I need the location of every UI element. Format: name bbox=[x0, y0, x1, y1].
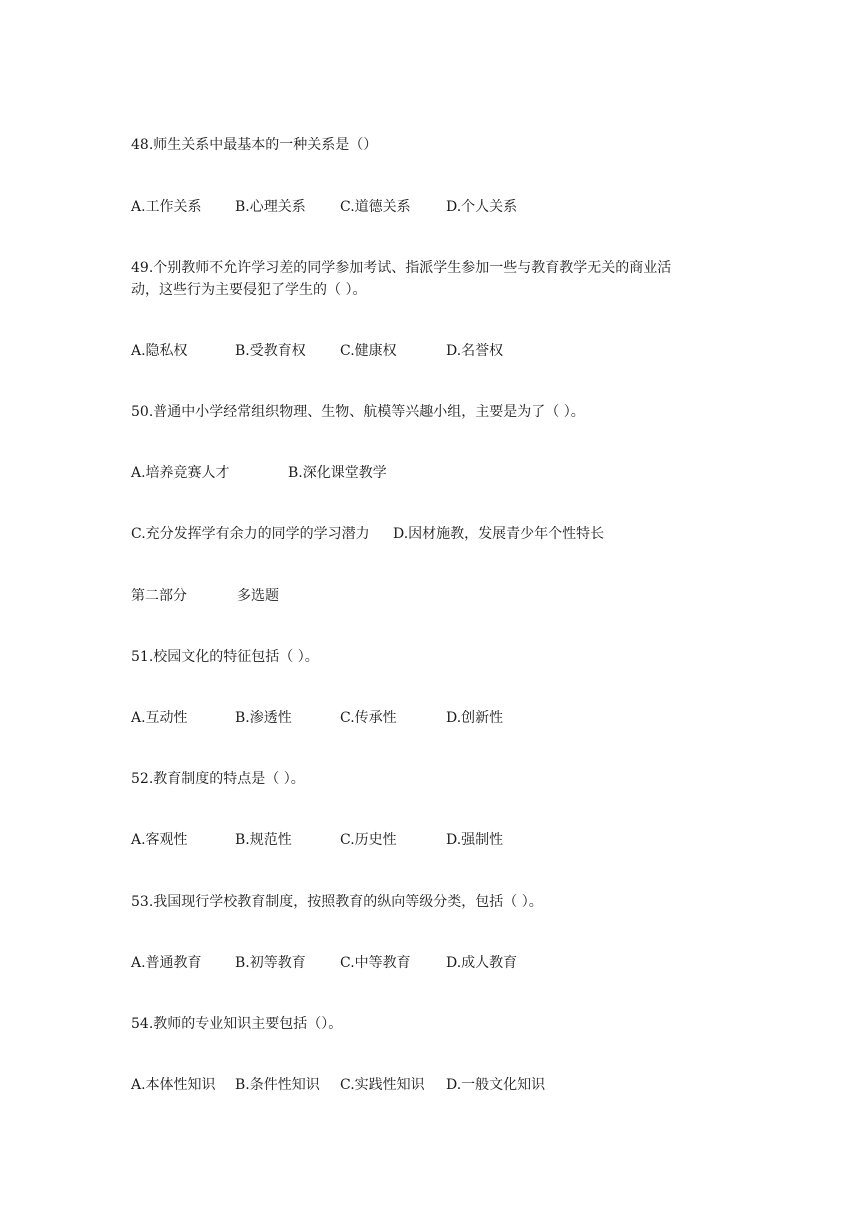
q54-option-d: D.一般文化知识 bbox=[446, 1077, 546, 1093]
q53-option-c: C.中等教育 bbox=[340, 955, 411, 971]
q53-option-b: B.初等教育 bbox=[235, 955, 306, 971]
q54-option-b: B.条件性知识 bbox=[235, 1077, 320, 1093]
q49-option-b: B.受教育权 bbox=[235, 343, 306, 359]
q51-option-a: A.互动性 bbox=[131, 710, 188, 726]
q48-option-a: A.工作关系 bbox=[131, 199, 202, 215]
question-53-stem: 53.我国现行学校教育制度，按照教育的纵向等级分类，包括（ ）。 bbox=[131, 894, 543, 910]
q51-option-d: D.创新性 bbox=[446, 710, 504, 726]
q52-option-d: D.强制性 bbox=[446, 832, 504, 848]
q52-option-c: C.历史性 bbox=[340, 832, 397, 848]
q48-option-b: B.心理关系 bbox=[235, 199, 306, 215]
q50-option-b: B.深化课堂教学 bbox=[288, 465, 387, 481]
q50-option-a: A.培养竞赛人才 bbox=[131, 465, 230, 481]
q54-option-a: A.本体性知识 bbox=[131, 1077, 216, 1093]
q49-option-d: D.名誉权 bbox=[446, 343, 504, 359]
section-type-label: 多选题 bbox=[237, 588, 279, 604]
q53-option-d: D.成人教育 bbox=[446, 955, 518, 971]
q52-option-a: A.客观性 bbox=[131, 832, 188, 848]
question-51-stem: 51.校园文化的特征包括（ ）。 bbox=[131, 649, 319, 665]
q54-option-c: C.实践性知识 bbox=[340, 1077, 425, 1093]
q51-option-b: B.渗透性 bbox=[235, 710, 292, 726]
q50-option-c: C.充分发挥学有余力的同学的学习潜力 bbox=[131, 526, 370, 542]
q48-option-d: D.个人关系 bbox=[446, 199, 518, 215]
q50-option-d: D.因材施教，发展青少年个性特长 bbox=[393, 526, 605, 542]
section-part-label: 第二部分 bbox=[131, 588, 187, 604]
q52-option-b: B.规范性 bbox=[235, 832, 292, 848]
question-54-stem: 54.教师的专业知识主要包括（）。 bbox=[131, 1016, 343, 1032]
question-49-stem-line1: 49.个别教师不允许学习差的同学参加考试、指派学生参加一些与教育教学无关的商业活 bbox=[131, 260, 672, 276]
question-52-stem: 52.教育制度的特点是（ ）。 bbox=[131, 771, 305, 787]
q51-option-c: C.传承性 bbox=[340, 710, 397, 726]
question-50-stem: 50.普通中小学经常组织物理、生物、航模等兴趣小组，主要是为了（ ）。 bbox=[131, 404, 585, 420]
question-49-stem-line2: 动，这些行为主要侵犯了学生的（ ）。 bbox=[131, 282, 367, 298]
q48-option-c: C.道德关系 bbox=[340, 199, 411, 215]
q49-option-c: C.健康权 bbox=[340, 343, 397, 359]
question-48-stem: 48.师生关系中最基本的一种关系是（） bbox=[131, 137, 378, 153]
q53-option-a: A.普通教育 bbox=[131, 955, 202, 971]
q49-option-a: A.隐私权 bbox=[131, 343, 188, 359]
